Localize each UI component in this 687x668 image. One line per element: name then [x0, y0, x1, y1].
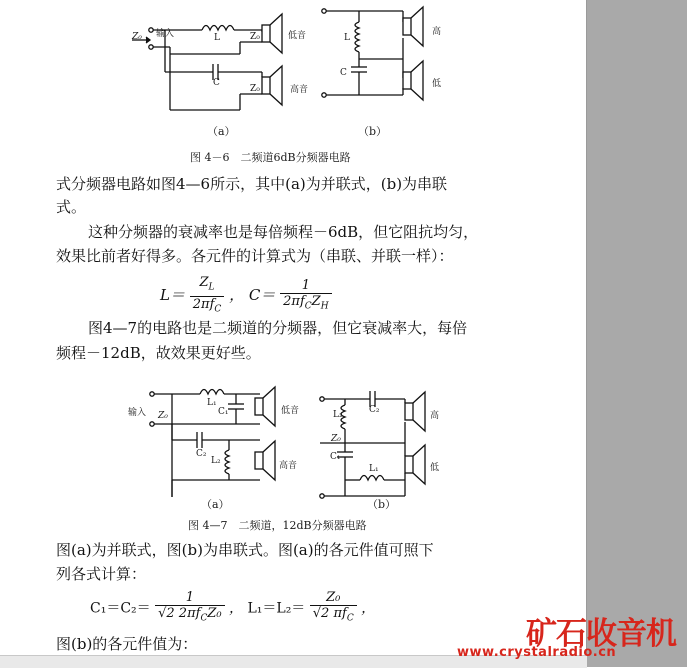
- formula-2-den-c: √2 2πf: [158, 606, 201, 621]
- paragraph-3-line-2: 频程－12dB，故效果更好些。: [56, 344, 261, 362]
- formula-2-den-c-tail: Z₀: [207, 606, 222, 621]
- fig-4-6a-input-label: 输入: [156, 29, 175, 39]
- formula-1-den-l-sub: C: [214, 304, 222, 315]
- fig-4-6b-l-label: L: [344, 33, 350, 43]
- formula-2-den-l-sub: C: [346, 613, 354, 624]
- fig-4-6a-z0-in: Z₀: [132, 32, 142, 42]
- fig-4-6b-circuit: [322, 7, 423, 100]
- formula-1-den-c: 2πf: [283, 293, 305, 309]
- formula-2-sep: ，: [229, 600, 244, 617]
- fig-4-7a-z0: Z₀: [158, 411, 168, 421]
- fig-4-6a-low-label: 低音: [288, 31, 307, 41]
- fig-4-6b-c-label: C: [340, 68, 347, 78]
- formula-2-lhs-l: L₁＝L₂＝: [247, 600, 306, 617]
- formula-2-den-l: √2 πf: [312, 606, 347, 621]
- formula-2-lhs-c: C₁＝C₂＝: [90, 600, 151, 617]
- fig-4-7b-z0: Z₀: [331, 434, 341, 444]
- fig-4-6-caption: 图 4－6 二频道6dB分频器电路: [190, 151, 351, 164]
- fig-4-7a-high-label: 高音: [279, 461, 298, 471]
- formula-2-frac-l: [310, 590, 357, 627]
- fig-4-7a-c2-label: C₂: [196, 449, 207, 459]
- formula-2-frac-c: [155, 590, 224, 627]
- fig-4-7a-c1-label: C₁: [218, 407, 229, 417]
- formula-1-den-c-sub1: C: [304, 301, 312, 312]
- paragraph-1-line-2: 式。: [56, 198, 87, 216]
- formula-1-num-l: Z: [199, 275, 209, 290]
- formula-1-frac-l: [190, 275, 225, 317]
- fig-4-6b-low-label: 低: [432, 79, 442, 89]
- formula-1-den-c-mid: Z: [311, 293, 321, 309]
- formula-1-lhs-c: C＝: [248, 286, 276, 305]
- fig-4-6b-sub-label: （b）: [358, 125, 388, 138]
- fig-4-7a-l2-label: L₂: [211, 456, 221, 466]
- paragraph-2-line-2: 效果比前者好得多。各元件的计算式为（串联、并联一样）：: [56, 247, 454, 265]
- paragraph-1-line-1: 式分频器电路如图4—6所示，其中(a)为并联式，(b)为串联: [56, 175, 448, 193]
- formula-2-den-c-sub: C: [200, 613, 208, 624]
- fig-4-7b-low-label: 低: [430, 463, 440, 473]
- fig-4-6b-high-label: 高: [432, 27, 442, 37]
- formula-1-lhs-l: L＝: [160, 286, 185, 305]
- fig-4-7a-low-label: 低音: [281, 406, 300, 416]
- formula-1-num-c: 1: [280, 278, 331, 294]
- watermark-logo: 矿石收音机: [526, 616, 676, 652]
- paragraph-4-line-1: 图(a)为并联式，图(b)为串联式。图(a)的各元件值可照下: [56, 541, 434, 559]
- paragraph-4-line-2: 列各式计算：: [56, 565, 147, 583]
- formula-2: [90, 590, 375, 627]
- fig-4-7a-l1-label: L₁: [207, 398, 217, 408]
- fig-4-6a-z0-bot: Z₀: [250, 84, 260, 94]
- fig-4-7b-c1-label: C₁: [330, 452, 341, 462]
- fig-4-7a-sub-label: （a）: [201, 498, 230, 511]
- formula-1: [160, 275, 332, 317]
- formula-1-frac-c: [280, 278, 331, 315]
- fig-4-6a-z0-top: Z₀: [250, 32, 260, 42]
- fig-4-7b-sub-label: （b）: [367, 498, 397, 511]
- fig-4-6a-sub-label: （a）: [207, 125, 236, 138]
- paragraph-3-line-1: 图4—7的电路也是二频道的分频器，但它衰减率大，每倍: [88, 319, 468, 337]
- paragraph-2-line-1: 这种分频器的衰减率也是每倍频程－6dB，但它阻抗均匀，: [88, 223, 479, 241]
- formula-2-num-c: 1: [155, 590, 224, 606]
- fig-4-7b-high-label: 高: [430, 411, 440, 421]
- fig-4-6a-c-label: C: [213, 78, 220, 88]
- fig-4-7b-c2-label: C₂: [369, 405, 380, 415]
- formula-2-tail: ，: [361, 600, 376, 617]
- formula-1-sep: ，: [229, 286, 245, 305]
- formula-1-num-l-sub: L: [208, 282, 215, 293]
- fig-4-7-caption: 图 4—7 二频道，12dB分频器电路: [188, 519, 367, 532]
- fig-4-7b-l2-label: L₂: [333, 410, 343, 420]
- formula-1-den-c-sub2: H: [320, 301, 329, 312]
- fig-4-6a-l-label: L: [214, 33, 220, 43]
- formula-2-num-l: Z₀: [310, 590, 357, 606]
- fig-4-7b-l1-label: L₁: [369, 464, 379, 474]
- formula-1-den-l: 2πf: [192, 296, 215, 312]
- right-gray-panel: [587, 0, 687, 667]
- fig-4-6a-high-label: 高音: [290, 85, 309, 95]
- watermark-url: www.crystalradio.cn: [457, 645, 617, 660]
- fig-4-6a-circuit: [132, 14, 282, 110]
- paragraph-5-line-1: 图(b)的各元件值为：: [56, 635, 198, 653]
- fig-4-7a-input-label: 输入: [128, 408, 147, 418]
